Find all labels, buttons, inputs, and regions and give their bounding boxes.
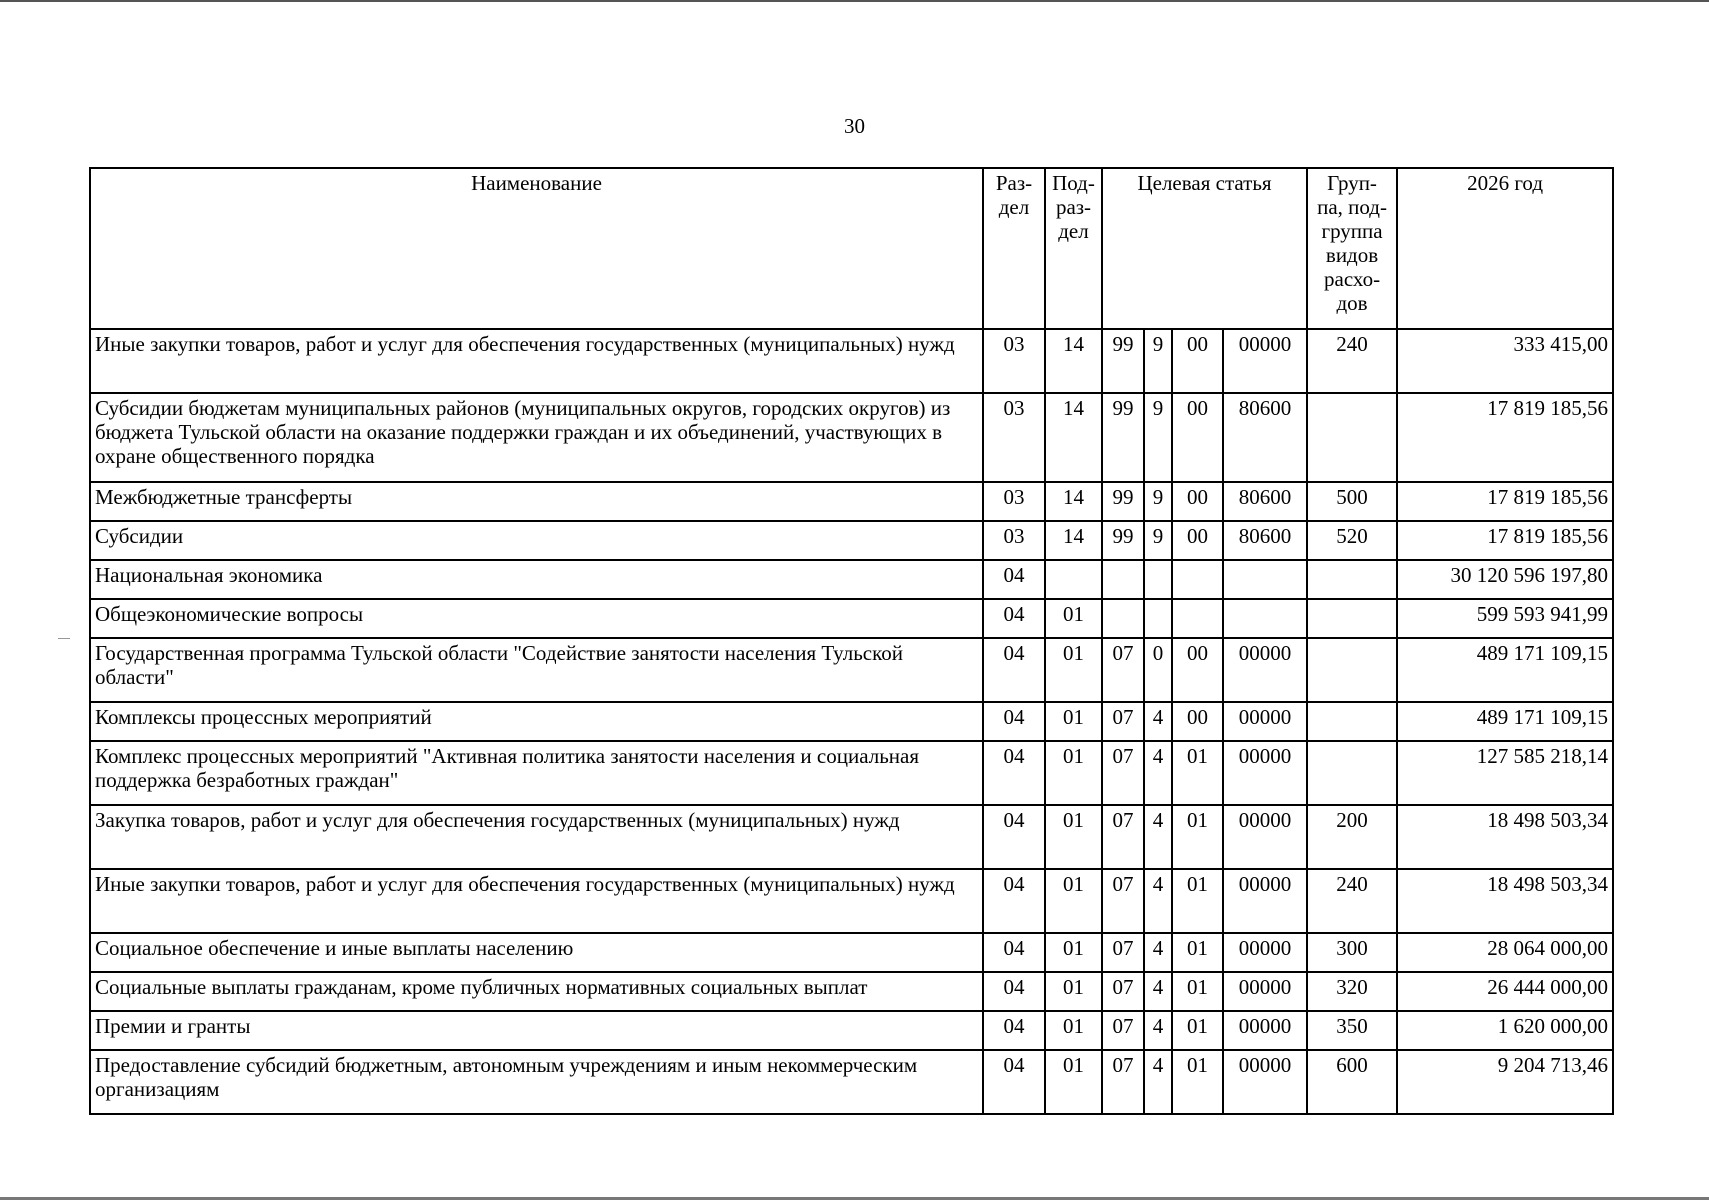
row-target-subprogram: 00 xyxy=(1172,393,1223,482)
row-name: Субсидии xyxy=(90,521,983,560)
row-name: Иные закупки товаров, работ и услуг для обеспечения государственных (муниципальных) нужд xyxy=(90,329,983,393)
row-amount: 489 171 109,15 xyxy=(1397,638,1613,702)
row-target-type: 0 xyxy=(1144,638,1172,702)
table-row xyxy=(90,1011,1613,1050)
row-name: Государственная программа Тульской области "Содействие занятости населения Тульской области" xyxy=(90,638,983,702)
row-target-direction: 80600 xyxy=(1223,521,1307,560)
row-podrazdel: 01 xyxy=(1045,805,1102,869)
header-year xyxy=(1397,168,1613,329)
row-target-direction: 80600 xyxy=(1223,393,1307,482)
row-amount: 599 593 941,99 xyxy=(1397,599,1613,638)
table-row xyxy=(90,933,1613,972)
row-name: Комплексы процессных мероприятий xyxy=(90,702,983,741)
row-target-type: 9 xyxy=(1144,521,1172,560)
row-amount: 17 819 185,56 xyxy=(1397,521,1613,560)
row-target-direction: 00000 xyxy=(1223,869,1307,933)
row-amount: 1 620 000,00 xyxy=(1397,1011,1613,1050)
row-target-program: 07 xyxy=(1102,741,1144,805)
row-amount: 28 064 000,00 xyxy=(1397,933,1613,972)
table-row xyxy=(90,521,1613,560)
header-year-text: 2026 год xyxy=(1467,171,1543,195)
row-name: Субсидии бюджетам муниципальных районов (муниципальных округов, городских округов) из бюджета Тульской области на оказание поддержки граждан и их объединений, участвующих в охране общественного порядка xyxy=(90,393,983,482)
row-target-subprogram: 01 xyxy=(1172,972,1223,1011)
row-expense-group xyxy=(1307,741,1397,805)
row-target-direction: 00000 xyxy=(1223,741,1307,805)
table-row xyxy=(90,638,1613,702)
table-row xyxy=(90,1050,1613,1114)
row-target-type: 4 xyxy=(1144,805,1172,869)
row-target-program xyxy=(1102,560,1144,599)
row-name: Комплекс процессных мероприятий "Активная политика занятости населения и социальная поддержка безработных граждан" xyxy=(90,741,983,805)
header-name xyxy=(90,168,983,329)
row-razdel: 04 xyxy=(983,933,1045,972)
row-amount: 127 585 218,14 xyxy=(1397,741,1613,805)
row-name: Общеэкономические вопросы xyxy=(90,599,983,638)
row-target-program: 99 xyxy=(1102,329,1144,393)
row-target-direction: 00000 xyxy=(1223,702,1307,741)
table-row xyxy=(90,329,1613,393)
row-target-direction: 00000 xyxy=(1223,933,1307,972)
row-target-subprogram: 01 xyxy=(1172,869,1223,933)
row-podrazdel: 01 xyxy=(1045,933,1102,972)
row-amount: 18 498 503,34 xyxy=(1397,869,1613,933)
row-razdel: 04 xyxy=(983,638,1045,702)
row-target-subprogram: 00 xyxy=(1172,521,1223,560)
row-target-subprogram: 00 xyxy=(1172,638,1223,702)
header-expense-group xyxy=(1307,168,1397,329)
header-razdel xyxy=(983,168,1045,329)
row-expense-group: 600 xyxy=(1307,1050,1397,1114)
row-razdel: 04 xyxy=(983,741,1045,805)
row-target-type xyxy=(1144,560,1172,599)
row-amount: 30 120 596 197,80 xyxy=(1397,560,1613,599)
row-target-subprogram: 01 xyxy=(1172,933,1223,972)
row-target-program xyxy=(1102,599,1144,638)
row-target-direction: 00000 xyxy=(1223,329,1307,393)
row-target-type: 4 xyxy=(1144,972,1172,1011)
row-target-direction: 80600 xyxy=(1223,482,1307,521)
row-target-direction: 00000 xyxy=(1223,638,1307,702)
row-target-program: 07 xyxy=(1102,702,1144,741)
row-target-type xyxy=(1144,599,1172,638)
row-target-program: 07 xyxy=(1102,638,1144,702)
row-expense-group: 300 xyxy=(1307,933,1397,972)
row-expense-group: 350 xyxy=(1307,1011,1397,1050)
row-target-program: 07 xyxy=(1102,1011,1144,1050)
header-target-article xyxy=(1102,168,1307,329)
row-target-program: 07 xyxy=(1102,805,1144,869)
row-name: Предоставление субсидий бюджетным, автономным учреждениям и иным некоммерческим организациям xyxy=(90,1050,983,1114)
row-expense-group: 200 xyxy=(1307,805,1397,869)
row-razdel: 04 xyxy=(983,560,1045,599)
table-row xyxy=(90,741,1613,805)
row-target-program: 99 xyxy=(1102,482,1144,521)
row-amount: 9 204 713,46 xyxy=(1397,1050,1613,1114)
budget-table xyxy=(89,167,1614,1115)
row-target-subprogram: 01 xyxy=(1172,1050,1223,1114)
table-row xyxy=(90,560,1613,599)
row-target-type: 4 xyxy=(1144,1050,1172,1114)
row-podrazdel: 14 xyxy=(1045,521,1102,560)
row-podrazdel: 01 xyxy=(1045,638,1102,702)
row-razdel: 04 xyxy=(983,972,1045,1011)
row-amount: 489 171 109,15 xyxy=(1397,702,1613,741)
row-podrazdel: 14 xyxy=(1045,393,1102,482)
row-target-direction: 00000 xyxy=(1223,972,1307,1011)
row-name: Иные закупки товаров, работ и услуг для обеспечения государственных (муниципальных) нужд xyxy=(90,869,983,933)
top-border-line xyxy=(0,0,1709,2)
row-target-program: 99 xyxy=(1102,393,1144,482)
row-target-direction: 00000 xyxy=(1223,1050,1307,1114)
table-row xyxy=(90,702,1613,741)
row-target-subprogram: 00 xyxy=(1172,702,1223,741)
row-podrazdel: 01 xyxy=(1045,1011,1102,1050)
row-expense-group xyxy=(1307,599,1397,638)
row-target-direction xyxy=(1223,599,1307,638)
row-target-type: 9 xyxy=(1144,393,1172,482)
row-expense-group xyxy=(1307,702,1397,741)
row-target-type: 9 xyxy=(1144,329,1172,393)
row-target-type: 4 xyxy=(1144,869,1172,933)
header-name-text: Наименование xyxy=(471,171,602,195)
row-podrazdel: 01 xyxy=(1045,972,1102,1011)
row-target-subprogram: 00 xyxy=(1172,329,1223,393)
row-target-direction xyxy=(1223,560,1307,599)
row-expense-group xyxy=(1307,560,1397,599)
row-expense-group xyxy=(1307,393,1397,482)
row-target-type: 4 xyxy=(1144,702,1172,741)
row-target-program: 07 xyxy=(1102,1050,1144,1114)
row-razdel: 04 xyxy=(983,702,1045,741)
row-target-type: 4 xyxy=(1144,741,1172,805)
row-name: Социальные выплаты гражданам, кроме публичных нормативных социальных выплат xyxy=(90,972,983,1011)
row-target-direction: 00000 xyxy=(1223,805,1307,869)
row-expense-group: 520 xyxy=(1307,521,1397,560)
row-target-type: 4 xyxy=(1144,933,1172,972)
row-podrazdel xyxy=(1045,560,1102,599)
row-target-subprogram: 01 xyxy=(1172,805,1223,869)
row-target-program: 07 xyxy=(1102,933,1144,972)
row-expense-group xyxy=(1307,638,1397,702)
row-amount: 17 819 185,56 xyxy=(1397,482,1613,521)
table-row xyxy=(90,393,1613,482)
row-razdel: 03 xyxy=(983,521,1045,560)
header-razdel-text: Раз- дел xyxy=(995,171,1033,219)
row-podrazdel: 01 xyxy=(1045,599,1102,638)
page-number: 30 xyxy=(844,114,865,138)
row-expense-group: 240 xyxy=(1307,869,1397,933)
row-amount: 26 444 000,00 xyxy=(1397,972,1613,1011)
row-podrazdel: 14 xyxy=(1045,482,1102,521)
row-razdel: 03 xyxy=(983,329,1045,393)
row-podrazdel: 01 xyxy=(1045,869,1102,933)
margin-tick xyxy=(58,638,70,639)
row-razdel: 04 xyxy=(983,869,1045,933)
row-target-type: 9 xyxy=(1144,482,1172,521)
row-razdel: 04 xyxy=(983,805,1045,869)
row-expense-group: 240 xyxy=(1307,329,1397,393)
row-amount: 17 819 185,56 xyxy=(1397,393,1613,482)
table-row xyxy=(90,805,1613,869)
row-name: Закупка товаров, работ и услуг для обеспечения государственных (муниципальных) нужд xyxy=(90,805,983,869)
row-amount: 333 415,00 xyxy=(1397,329,1613,393)
table-header-row xyxy=(90,168,1613,329)
row-name: Национальная экономика xyxy=(90,560,983,599)
row-target-program: 07 xyxy=(1102,869,1144,933)
header-group-text: Груп- па, под- группа видов расхо- дов xyxy=(1317,171,1387,315)
row-podrazdel: 01 xyxy=(1045,1050,1102,1114)
row-razdel: 04 xyxy=(983,599,1045,638)
row-target-program: 07 xyxy=(1102,972,1144,1011)
row-name: Премии и гранты xyxy=(90,1011,983,1050)
row-razdel: 04 xyxy=(983,1050,1045,1114)
row-name: Социальное обеспечение и иные выплаты населению xyxy=(90,933,983,972)
row-target-type: 4 xyxy=(1144,1011,1172,1050)
row-target-subprogram: 01 xyxy=(1172,741,1223,805)
row-amount: 18 498 503,34 xyxy=(1397,805,1613,869)
header-target-text: Целевая статья xyxy=(1137,171,1272,195)
row-target-subprogram xyxy=(1172,599,1223,638)
row-target-program: 99 xyxy=(1102,521,1144,560)
row-target-direction: 00000 xyxy=(1223,1011,1307,1050)
table-row xyxy=(90,599,1613,638)
row-target-subprogram: 00 xyxy=(1172,482,1223,521)
row-expense-group: 500 xyxy=(1307,482,1397,521)
row-podrazdel: 01 xyxy=(1045,741,1102,805)
table-row xyxy=(90,972,1613,1011)
row-expense-group: 320 xyxy=(1307,972,1397,1011)
row-podrazdel: 14 xyxy=(1045,329,1102,393)
table-row xyxy=(90,869,1613,933)
row-razdel: 03 xyxy=(983,393,1045,482)
table-row xyxy=(90,482,1613,521)
row-target-subprogram xyxy=(1172,560,1223,599)
row-podrazdel: 01 xyxy=(1045,702,1102,741)
header-podrazdel xyxy=(1045,168,1102,329)
row-name: Межбюджетные трансферты xyxy=(90,482,983,521)
row-razdel: 03 xyxy=(983,482,1045,521)
row-target-subprogram: 01 xyxy=(1172,1011,1223,1050)
header-podrazdel-text: Под- раз- дел xyxy=(1052,171,1095,243)
row-razdel: 04 xyxy=(983,1011,1045,1050)
